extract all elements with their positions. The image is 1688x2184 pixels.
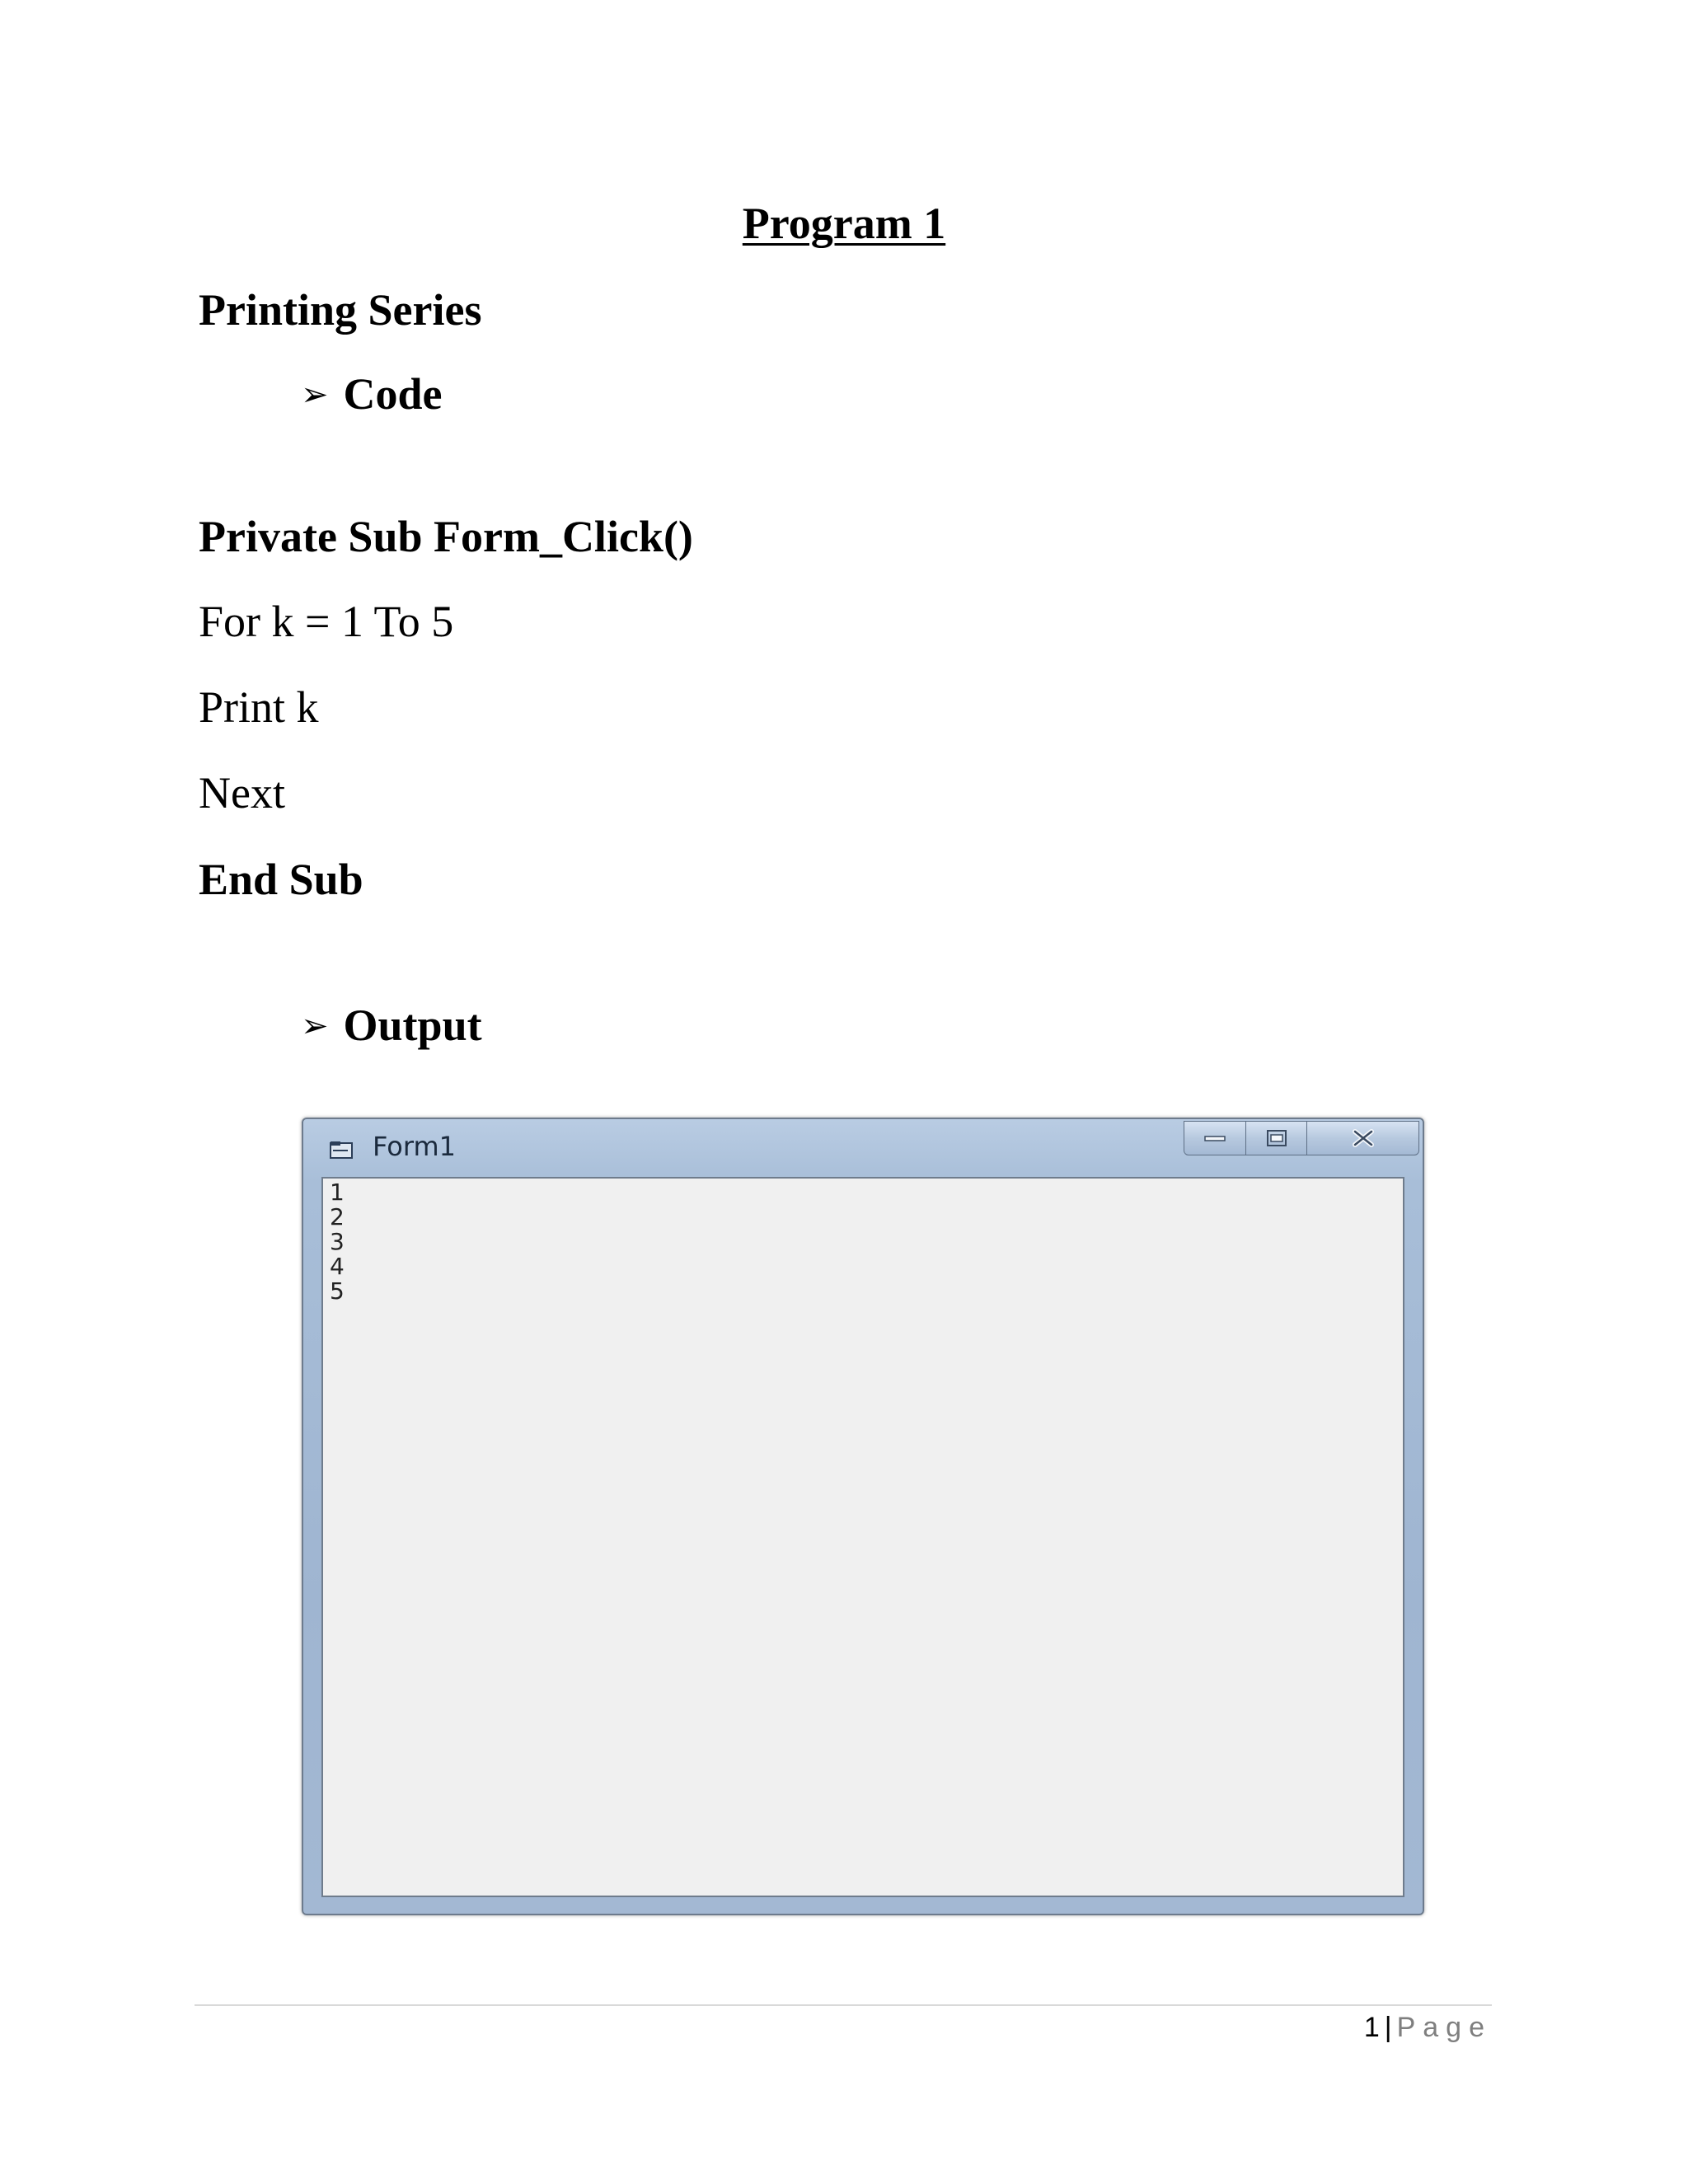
minimize-icon [1204, 1134, 1226, 1142]
output-line: 3 [330, 1228, 345, 1255]
page-footer [1364, 2012, 1492, 2044]
output-line: 1 [330, 1179, 345, 1206]
form-icon [330, 1141, 353, 1159]
form1-window [302, 1118, 1424, 1915]
bullet-code [301, 368, 443, 419]
maximize-icon [1266, 1129, 1287, 1147]
window-titlebar[interactable] [303, 1119, 1423, 1179]
code-line-next: Next [199, 768, 285, 818]
window-controls [1184, 1121, 1419, 1157]
bullet-output-label: Output [343, 1001, 482, 1050]
page-label: Page [1396, 2012, 1492, 2043]
output-line: 2 [330, 1203, 345, 1230]
page-number: 1 [1363, 2012, 1380, 2043]
footer-divider [195, 2004, 1492, 2006]
code-line-sub: Private Sub Form_Click() [199, 512, 693, 561]
footer-separator: | [1384, 2012, 1392, 2043]
close-button[interactable] [1307, 1121, 1419, 1155]
close-icon [1351, 1129, 1376, 1147]
code-line-print: Print k [199, 682, 319, 732]
window-title: Form1 [373, 1131, 456, 1162]
code-line-for: For k = 1 To 5 [199, 597, 454, 646]
arrow-bullet-icon: ➢ [301, 376, 329, 414]
code-line-end-sub: End Sub [199, 855, 363, 904]
form-client-area[interactable] [321, 1177, 1404, 1897]
bullet-code-label: Code [343, 369, 443, 419]
arrow-bullet-icon: ➢ [301, 1007, 329, 1045]
maximize-button[interactable] [1246, 1121, 1307, 1155]
page-title: Program 1 [742, 199, 946, 248]
output-line: 4 [330, 1253, 345, 1280]
bullet-output [301, 1000, 482, 1051]
section-heading: Printing Series [199, 285, 482, 335]
output-line: 5 [330, 1277, 345, 1305]
minimize-button[interactable] [1184, 1121, 1246, 1155]
